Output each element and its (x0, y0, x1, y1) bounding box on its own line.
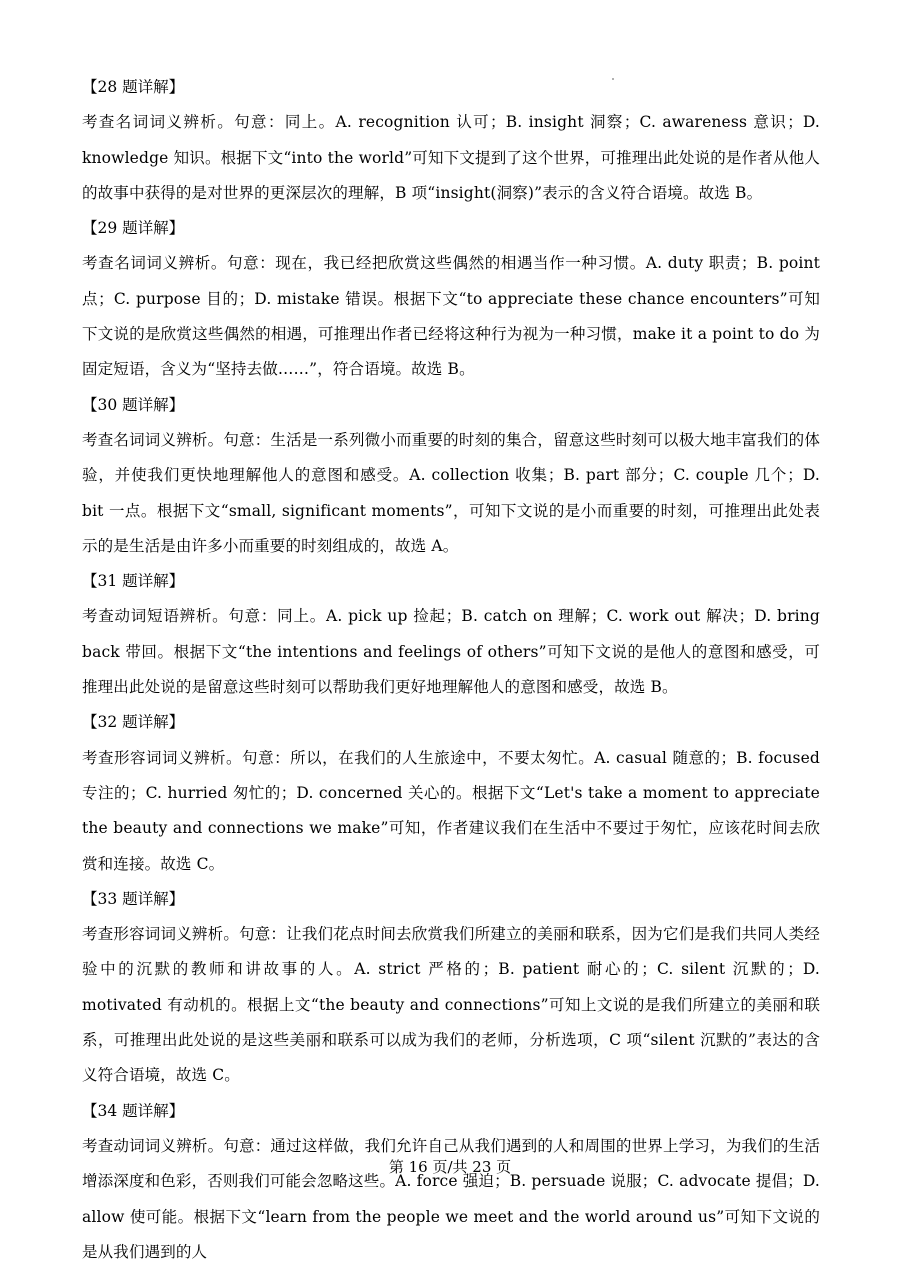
section-text: 考查名词词义辨析。句意：同上。A. recognition 认可；B. insight 洞察；C. awareness 意识；D. knowledge 知识。根据下文“into the world”可知下文提到了这个世界，可推理出此处说的是作者从他人的故事中获得的是对世界的更深层次的理解，B 项“insight(洞察)”表示的含义符合语境。故选 B。 (82, 113, 820, 202)
section-heading: 【28 题详解】 (82, 78, 185, 96)
section-heading: 【33 题详解】 (82, 889, 185, 908)
explanation-34 (82, 1094, 820, 1270)
section-heading: 【29 题详解】 (82, 219, 185, 238)
explanation-28 (82, 70, 820, 211)
section-text: 考查名词词义辨析。句意：现在，我已经把欣赏这些偶然的相遇当作一种习惯。A. duty 职责；B. point 点；C. purpose 目的；D. mistake 错误。根据下文“to appreciate these chance encounters”可知下文说的是欣赏这些偶然的相遇，可推理出作者已经将这种行为视为一种习惯，make it a point to do 为固定短语，含义为“坚持去做……”，符合语境。故选 B。 (82, 254, 820, 379)
section-text: 考查动词词义辨析。句意：通过这样做，我们允许自己从我们遇到的人和周围的世界上学习，为我们的生活增添深度和色彩，否则我们可能会忽略这些。A. force 强迫；B. persuade 说服；C. advocate 提倡；D. allow 使可能。根据下文“learn from the people we meet and the world around us”可知下文说的是从我们遇到的人 (82, 1136, 820, 1261)
section-heading: 【30 题详解】 (82, 395, 185, 414)
section-heading: 【34 题详解】 (82, 1101, 185, 1120)
section-text: 考查动词短语辨析。句意：同上。A. pick up 捡起；B. catch on 理解；C. work out 解决；D. bring back 带回。根据下文“the intentions and feelings of others”可知下文说的是他人的意图和感受，可推理出此处说的是留意这些时刻可以帮助我们更好地理解他人的意图和感受，故选 B。 (82, 607, 820, 697)
section-text: 考查名词词义辨析。句意：生活是一系列微小而重要的时刻的集合，留意这些时刻可以极大地丰富我们的体验，并使我们更快地理解他人的意图和感受。A. collection 收集；B. part 部分；C. couple 几个；D. bit 一点。根据下文“small, significant moments”，可知下文说的是小而重要的时刻，可推理出此处表示的是生活是由许多小而重要的时刻组成的，故选 A。 (82, 430, 820, 555)
explanation-31 (82, 564, 820, 705)
document-body (82, 70, 820, 1270)
section-heading: 【32 题详解】 (82, 713, 185, 732)
explanation-29 (82, 211, 820, 387)
section-text: 考查形容词词义辨析。句意：让我们花点时间去欣赏我们所建立的美丽和联系，因为它们是我们共同人类经验中的沉默的教师和讲故事的人。A. strict 严格的；B. patient 耐心的；C. silent 沉默的；D. motivated 有动机的。根据上文“the beauty and connections”可知上文说的是我们所建立的美丽和联系，可推理出此处说的是这些美丽和联系可以成为我们的老师，分析选项，C 项“silent 沉默的”表达的含义符合语境，故选 C。 (82, 925, 820, 1085)
page-number-footer: 第 16 页/共 23 页 (388, 1158, 512, 1176)
explanation-30 (82, 388, 820, 564)
explanation-32 (82, 705, 820, 881)
explanation-33 (82, 882, 820, 1094)
section-text: 考查形容词词义辨析。句意：所以，在我们的人生旅途中，不要太匆忙。A. casual 随意的；B. focused 专注的；C. hurried 匆忙的；D. concerned 关心的。根据下文“Let's take a moment to appreciate the beauty and connections we make”可知，作者建议我们在生活中不要过于匆忙，应该花时间去欣赏和连接。故选 C。 (82, 748, 820, 873)
section-heading: 【31 题详解】 (82, 572, 185, 591)
